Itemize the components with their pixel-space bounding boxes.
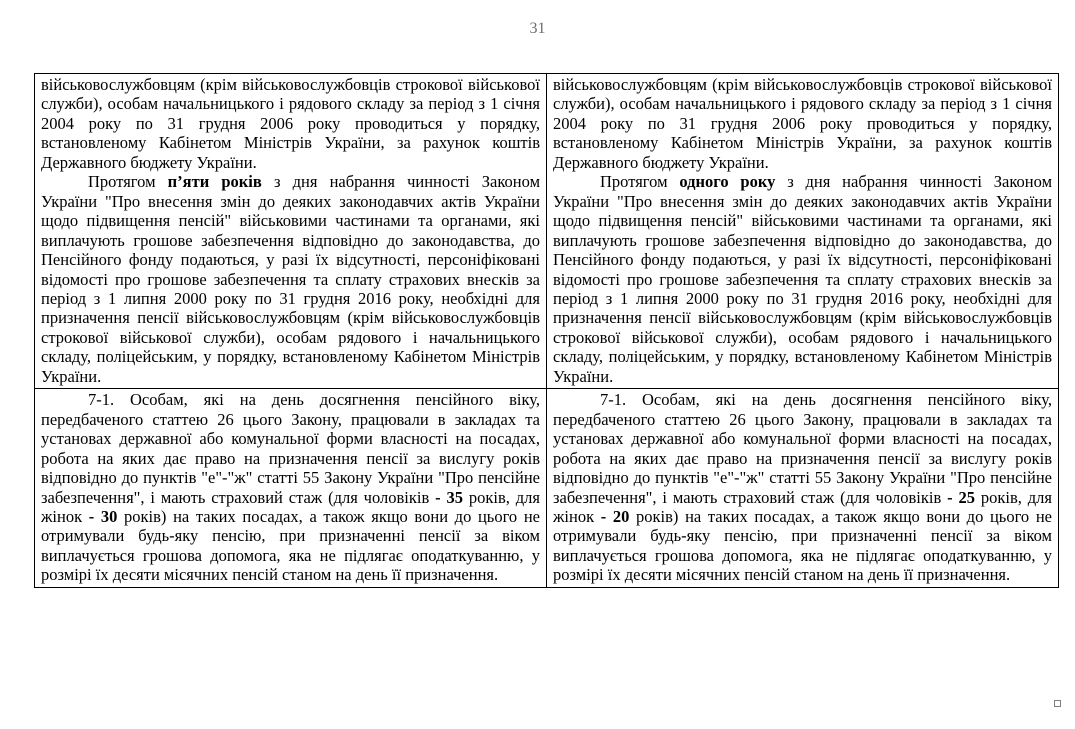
text-run: Протягом xyxy=(88,172,168,192)
comparison-table xyxy=(34,73,1059,588)
bold-text-run: п’яти років xyxy=(167,172,262,192)
text-run: років) на таких посадах, а також якщо вони до цього не отримували будь-яку пенсію, при призначенні пенсії за віком виплачується грошова допомога, яка не підлягає оподаткуванню, у розмірі їх десяти місячних пенсій станом на день її призначення. xyxy=(553,506,1052,585)
bold-text-run: одного року xyxy=(679,172,776,192)
paragraph xyxy=(41,75,540,172)
text-run: Протягом xyxy=(600,172,680,192)
paragraph xyxy=(41,390,540,585)
table-row xyxy=(35,74,1059,389)
text-run: років, для жінок xyxy=(553,487,1052,526)
text-run: військовослужбовцям (крім військовослужбовців строкової військової служби), особам начальницького і рядового складу за період з 1 січня 2004 року по 31 грудня 2006 року проводиться у порядку, встановленому Кабінетом Міністрів України, за рахунок коштів Державного бюджету України. xyxy=(41,75,540,172)
paragraph xyxy=(553,75,1052,172)
table-row xyxy=(35,389,1059,588)
text-run: років, для жінок xyxy=(41,487,540,526)
paragraph xyxy=(553,172,1052,386)
current-version-cell xyxy=(35,74,547,389)
page-number: 31 xyxy=(529,20,546,37)
bold-text-run: - 20 xyxy=(600,506,630,526)
paragraph xyxy=(553,390,1052,585)
text-run: військовослужбовцям (крім військовослужбовців строкової військової служби), особам начальницького і рядового складу за період з 1 січня 2004 року по 31 грудня 2006 року проводиться у порядку, встановленому Кабінетом Міністрів України, за рахунок коштів Державного бюджету України. xyxy=(553,75,1052,172)
paragraph xyxy=(41,172,540,386)
text-run: років) на таких посадах, а також якщо вони до цього не отримували будь-яку пенсію, при призначенні пенсії за віком виплачується грошова допомога, яка не підлягає оподаткуванню, у розмірі їх десяти місячних пенсій станом на день її призначення. xyxy=(41,506,540,585)
bold-text-run: - 30 xyxy=(88,506,118,526)
proposed-version-cell xyxy=(547,389,1059,588)
bold-text-run: - 25 xyxy=(947,487,975,507)
text-run: з дня набрання чинності Законом України "Про внесення змін до деяких законодавчих актів України щодо підвищення пенсій" військовими частинами та органами, які виплачують грошове забезпечення відповідно до законодавства, до Пенсійного фонду подаються, у разі їх відсутності, персоніфіковані відомості про грошове забезпечення та сплату страхових внесків за період з 1 липня 2000 року по 31 грудня 2016 року, необхідні для призначення пенсії військовослужбовцям (крім військовослужбовців строкової військової служби), особам рядового і начальницького складу, поліцейським, у порядку, встановленому Кабінетом Міністрів України. xyxy=(41,172,541,386)
bold-text-run: - 35 xyxy=(435,487,463,507)
table-resize-handle-icon xyxy=(1054,700,1061,707)
current-version-cell xyxy=(35,389,547,588)
proposed-version-cell xyxy=(547,74,1059,389)
text-run: 7-1. Особам, які на день досягнення пенсійного віку, передбаченого статтею 26 цього Закону, працювали в закладах та установах державної або комунальної форми власності на посадах, робота на яких дає право на призначення пенсії за вислугу років відповідно до пунктів "е"-"ж" статті 55 Закону України "Про пенсійне забезпечення", і мають страховий стаж (для чоловіків xyxy=(41,390,540,507)
text-run: з дня набрання чинності Законом України "Про внесення змін до деяких законодавчих актів України щодо підвищення пенсій" військовими частинами та органами, які виплачують грошове забезпечення відповідно до законодавства, до Пенсійного фонду подаються, у разі їх відсутності, персоніфіковані відомості про грошове забезпечення та сплату страхових внесків за період з 1 липня 2000 року по 31 грудня 2016 року, необхідні для призначення пенсії військовослужбовцям (крім військовослужбовців строкової військової служби), особам рядового і начальницького складу, поліцейським, у порядку, встановленому Кабінетом Міністрів України. xyxy=(553,172,1053,386)
text-run: 7-1. Особам, які на день досягнення пенсійного віку, передбаченого статтею 26 цього Закону, працювали в закладах та установах державної або комунальної форми власності на посадах, робота на яких дає право на призначення пенсії за вислугу років відповідно до пунктів "е"-"ж" статті 55 Закону України "Про пенсійне забезпечення", і мають страховий стаж (для чоловіків xyxy=(553,390,1052,507)
